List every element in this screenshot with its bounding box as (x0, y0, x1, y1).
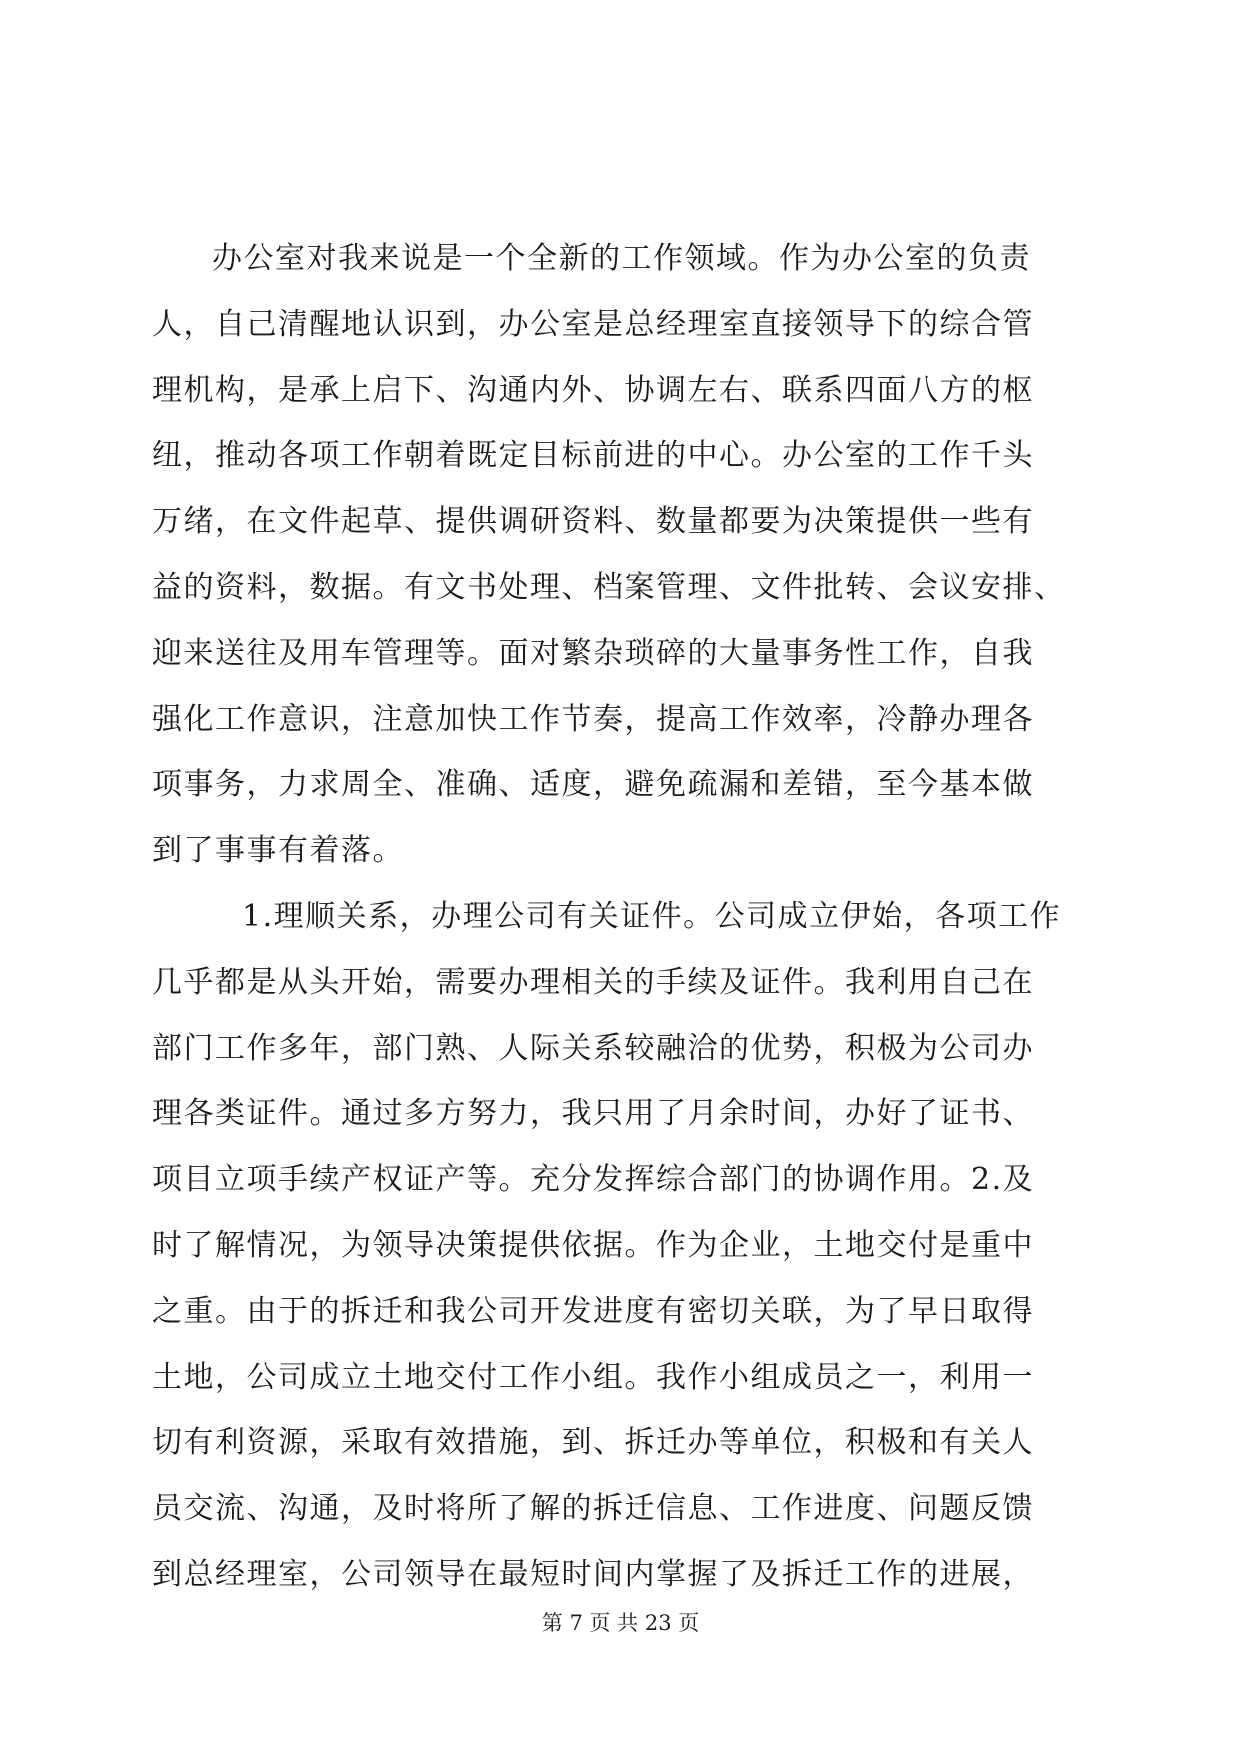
text-line-6: 益的资料，数据。有文书处理、档案管理、文件批转、会议安排、 (152, 569, 1066, 605)
text-line-16: 时了解情况，为领导决策提供依据。作为企业，土地交付是重中 (152, 1227, 1034, 1263)
text-line-5: 万绪，在文件起草、提供调研资料、数量都要为决策提供一些有 (152, 504, 1034, 540)
text-line-15: 项目立项手续产权证产等。充分发挥综合部门的协调作用。2.及 (152, 1162, 1035, 1198)
text-line-20: 员交流、沟通，及时将所了解的拆迁信息、工作进度、问题反馈 (152, 1491, 1034, 1527)
text-line-21: 到总经理室，公司领导在最短时间内掌握了及拆迁工作的进展， (152, 1556, 1034, 1592)
text-line-10: 到了事事有着落。 (152, 833, 404, 869)
text-line-7: 迎来送往及用车管理等。面对繁杂琐碎的大量事务性工作，自我 (152, 635, 1034, 671)
text-line-2: 人，自己清醒地认识到，办公室是总经理室直接领导下的综合管 (152, 306, 1034, 342)
page-number-footer: 第 7 页 共 23 页 (541, 1611, 700, 1635)
text-line-11: 1.理顺关系，办理公司有关证件。公司成立伊始，各项工作 (242, 898, 1062, 934)
text-line-19: 切有利资源，采取有效措施，到、拆迁办等单位，积极和有关人 (152, 1425, 1034, 1461)
text-line-8: 强化工作意识，注意加快工作节奏，提高工作效率，冷静办理各 (152, 701, 1034, 737)
text-line-4: 纽，推动各项工作朝着既定目标前进的中心。办公室的工作千头 (152, 438, 1034, 474)
text-line-18: 土地，公司成立土地交付工作小组。我作小组成员之一，利用一 (152, 1359, 1034, 1395)
text-line-3: 理机构，是承上启下、沟通内外、协调左右、联系四面八方的枢 (152, 372, 1034, 408)
text-line-14: 理各类证件。通过多方努力，我只用了月余时间，办好了证书、 (152, 1096, 1034, 1132)
text-line-17: 之重。由于的拆迁和我公司开发进度有密切关联，为了早日取得 (152, 1293, 1034, 1329)
text-line-9: 项事务，力求周全、准确、适度，避免疏漏和差错，至今基本做 (152, 767, 1034, 803)
document-body (152, 226, 1088, 1608)
text-line-12: 几乎都是从头开始，需要办理相关的手续及证件。我利用自己在 (152, 964, 1034, 1000)
text-line-1: 办公室对我来说是一个全新的工作领域。作为办公室的负责 (212, 241, 1031, 276)
text-line-13: 部门工作多年，部门熟、人际关系较融洽的优势，积极为公司办 (152, 1030, 1034, 1066)
